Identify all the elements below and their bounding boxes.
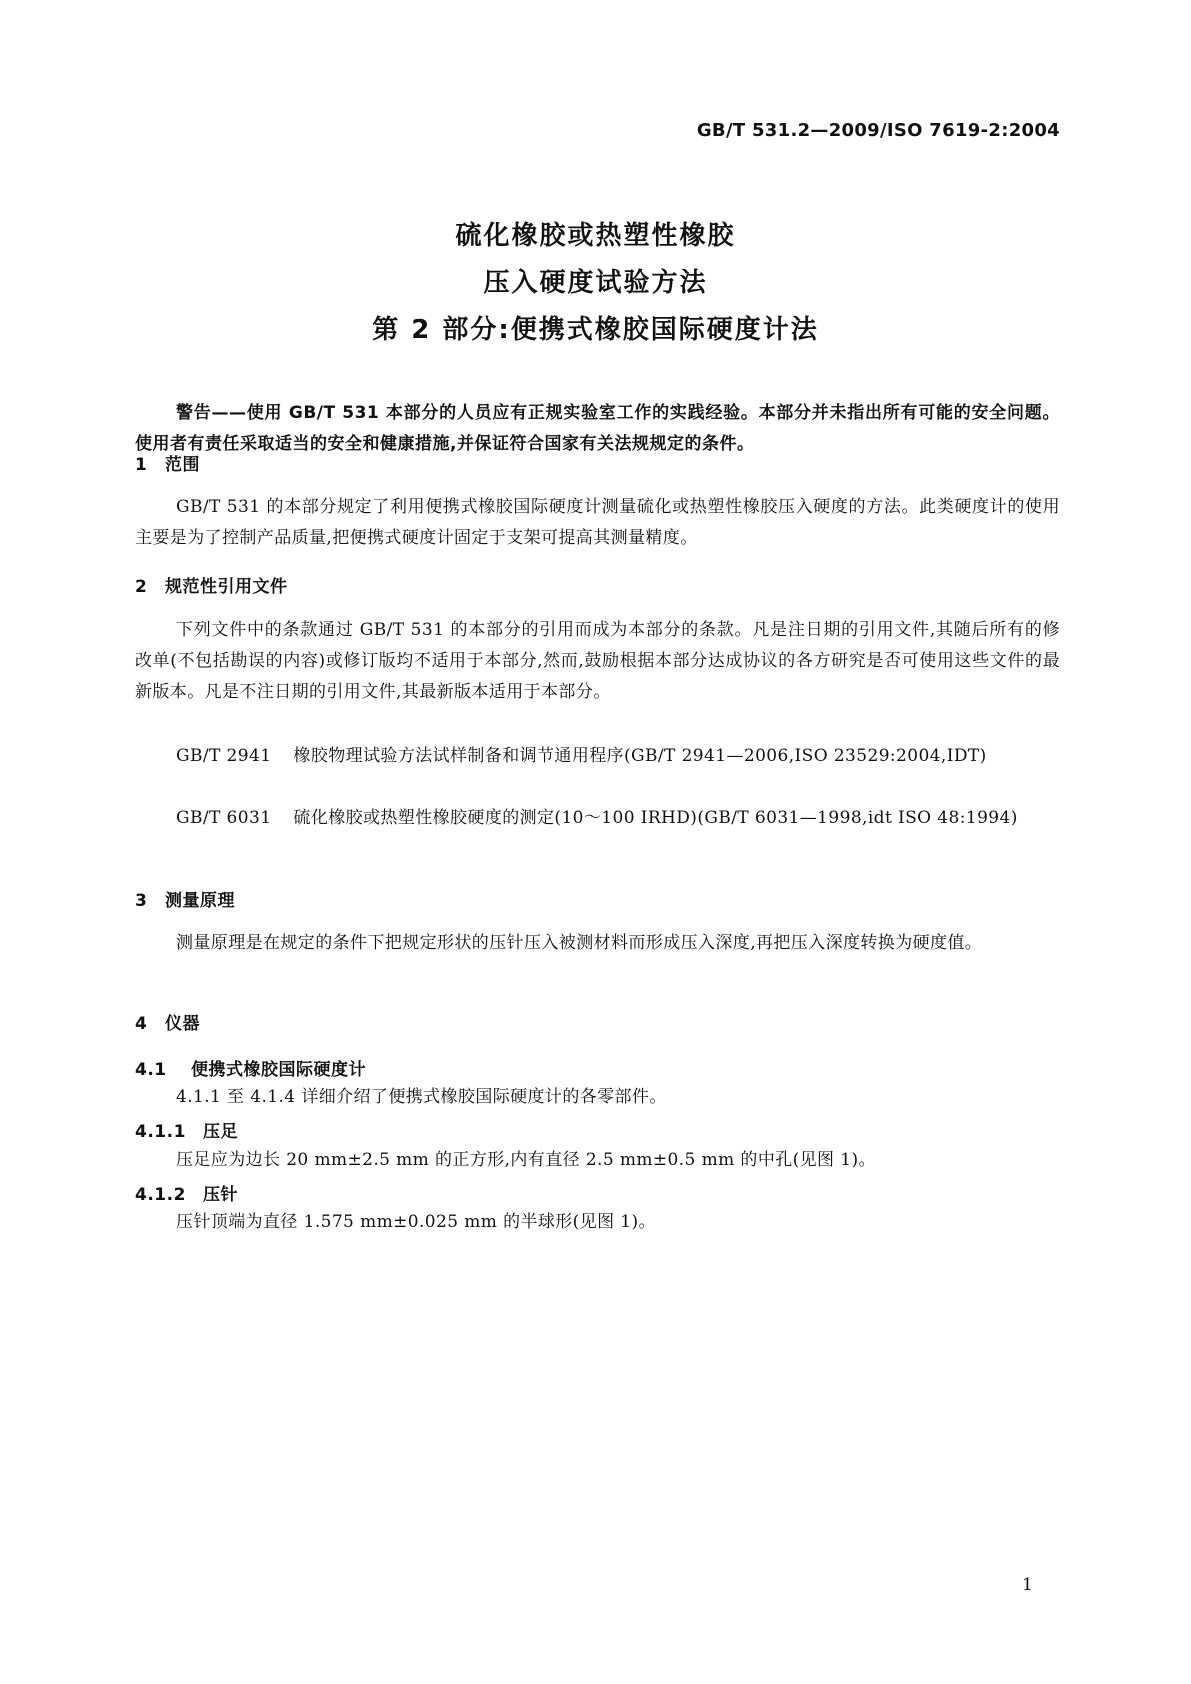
title-line-1: 硫化橡胶或热塑性橡胶 (455, 221, 736, 251)
section-number: 1 (135, 455, 148, 475)
section-title: 范围 (165, 455, 200, 475)
subsection-4-1-1-heading (135, 1117, 238, 1142)
standard-number: GB/T 531.2—2009/ISO 7619-2:2004 (696, 120, 1060, 141)
section-number: 3 (135, 891, 148, 911)
subsection-4-1-2-heading (135, 1180, 238, 1205)
subsection-title: 便携式橡胶国际硬度计 (191, 1060, 366, 1080)
subsection-4-1-heading (135, 1055, 366, 1080)
section-title: 仪器 (165, 1014, 200, 1034)
section-title: 规范性引用文件 (165, 577, 288, 597)
title-line-2: 压入硬度试验方法 (483, 268, 708, 298)
section-2-paragraph: 下列文件中的条款通过 GB/T 531 的本部分的引用而成为本部分的条款。凡是注日期的引用文件,其随后所有的修改单(不包括勘误的内容)或修订版均不适用于本部分,然而,鼓励根据本部分达成协议的各方研究是否可使用这些文件的最新版本。凡是不注日期的引用文件,其最新版本适用于本部分。 (135, 620, 1060, 702)
subsection-number: 4.1.1 (135, 1122, 186, 1142)
reference-item (135, 741, 1060, 772)
section-3-paragraph: 测量原理是在规定的条件下把规定形状的压针压入被测材料而形成压入深度,再把压入深度转换为硬度值。 (176, 933, 983, 953)
section-2-heading (135, 572, 288, 597)
subsection-title: 压足 (203, 1122, 238, 1142)
section-number: 2 (135, 577, 148, 597)
reference-text: 橡胶物理试验方法试样制备和调节通用程序(GB/T 2941—2006,ISO 23529:2004,IDT) (293, 746, 987, 766)
section-title: 测量原理 (165, 891, 235, 911)
subsection-4-1-1-paragraph: 压足应为边长 20 mm±2.5 mm 的正方形,内有直径 2.5 mm±0.5 mm 的中孔(见图 1)。 (176, 1150, 876, 1170)
reference-item (135, 803, 1060, 834)
section-1-heading (135, 450, 200, 475)
reference-code: GB/T 2941 (176, 746, 272, 766)
subsection-title: 压针 (203, 1185, 238, 1205)
section-number: 4 (135, 1014, 148, 1034)
page-number: 1 (1022, 1575, 1033, 1595)
warning-paragraph: 警告——使用 GB/T 531 本部分的人员应有正规实验室工作的实践经验。本部分并未指出所有可能的安全问题。使用者有责任采取适当的安全和健康措施,并保证符合国家有关法规规定的条件。 (135, 403, 1060, 454)
subsection-number: 4.1.2 (135, 1185, 186, 1205)
section-4-heading (135, 1009, 200, 1034)
section-1-paragraph: GB/T 531 的本部分规定了利用便携式橡胶国际硬度计测量硫化或热塑性橡胶压入硬度的方法。此类硬度计的使用主要是为了控制产品质量,把便携式硬度计固定于支架可提高其测量精度。 (135, 497, 1060, 548)
subsection-number: 4.1 (135, 1060, 167, 1080)
reference-text: 硫化橡胶或热塑性橡胶硬度的测定(10～100 IRHD)(GB/T 6031—1998,idt ISO 48:1994) (293, 808, 1018, 828)
reference-code: GB/T 6031 (176, 808, 272, 828)
subsection-4-1-2-paragraph: 压针顶端为直径 1.575 mm±0.025 mm 的半球形(见图 1)。 (176, 1212, 656, 1232)
title-line-3: 第 2 部分:便携式橡胶国际硬度计法 (372, 315, 819, 345)
section-3-heading (135, 886, 235, 911)
subsection-4-1-paragraph: 4.1.1 至 4.1.4 详细介绍了便携式橡胶国际硬度计的各零部件。 (176, 1087, 667, 1107)
